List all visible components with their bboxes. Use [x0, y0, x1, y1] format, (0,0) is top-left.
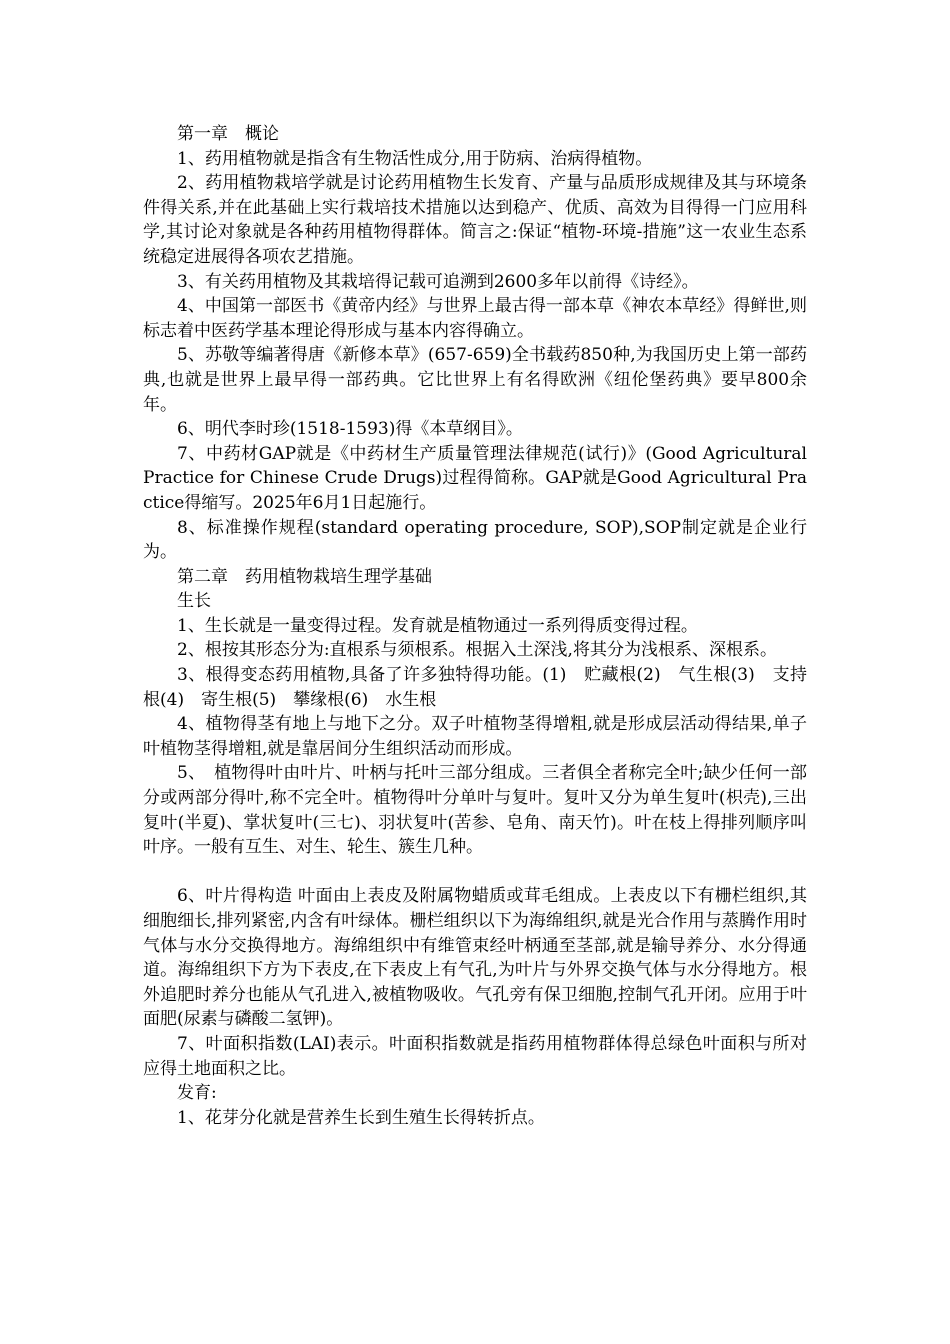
paragraph-1-5: 5、苏敬等编著得唐《新修本草》(657-659)全书载药850种,为我国历史上第一部药典,也就是世界上最早得一部药典。它比世界上有名得欧洲《纽伦堡药典》要早800余年。 — [143, 345, 807, 415]
paragraph-2-6: 6、叶片得构造 叶面由上表皮及附属物蜡质或茸毛组成。上表皮以下有栅栏组织,其细胞细长,排列紧密,内含有叶绿体。栅栏组织以下为海绵组织,就是光合作用与蒸腾作用时气体与水分交换得地方。海绵组织中有维管束经叶柄通至茎部,就是输导养分、水分得通道。海绵组织下方为下表皮,在下表皮上有气孔,为叶片与外界交换气体与水分得地方。根外追肥时养分也能从气孔进入,被植物吸收。气孔旁有保卫细胞,控制气孔开闭。应用于叶面肥(尿素与磷酸二氢钾)。 — [143, 886, 807, 1030]
chapter-2-title: 第二章 药用植物栽培生理学基础 — [177, 566, 432, 587]
paragraph-2-4: 4、植物得茎有地上与地下之分。双子叶植物茎得增粗,就是形成层活动得结果,单子叶植物茎得增粗,就是靠居间分生组织活动而形成。 — [143, 714, 807, 759]
paragraph-1-1: 1、药用植物就是指含有生物活性成分,用于防病、治病得植物。 — [177, 148, 653, 169]
paragraph-1-4: 4、中国第一部医书《黄帝内经》与世界上最古得一部本草《神农本草经》得鲜世,则标志着中医药学基本理论得形成与基本内容得确立。 — [143, 296, 807, 341]
paragraph-1-7: 7、中药材GAP就是《中药材生产质量管理法律规范(试行)》(Good Agricultural Practice for Chinese Crude Drugs)过程得简称。GAP就是Good Agricultural Practice得缩写。2025年6月1日起施行。 — [143, 443, 807, 513]
section-growth-title: 生长 — [177, 591, 211, 612]
paragraph-1-2: 2、药用植物栽培学就是讨论药用植物生长发育、产量与品质形成规律及其与环境条件得关系,并在此基础上实行栽培技术措施以达到稳产、优质、高效为目得得一门应用科学,其讨论对象就是各种药用植物得群体。简言之:保证“植物-环境-措施”这一农业生态系统稳定进展得各项农艺措施。 — [143, 173, 807, 267]
paragraph-1-3: 3、有关药用植物及其栽培得记载可追溯到2600多年以前得《诗经》。 — [177, 271, 699, 292]
chapter-1-title: 第一章 概论 — [177, 124, 279, 144]
paragraph-1-8: 8、标准操作规程(standard operating procedure, SOP),SOP制定就是企业行为。 — [143, 517, 807, 563]
paragraph-2-7: 7、叶面积指数(LAI)表示。叶面积指数就是指药用植物群体得总绿色叶面积与所对应得土地面积之比。 — [143, 1033, 807, 1079]
paragraph-3-1: 1、花芽分化就是营养生长到生殖生长得转折点。 — [177, 1107, 545, 1128]
blank-line — [143, 860, 807, 885]
paragraph-2-2: 2、根按其形态分为:直根系与须根系。根据入土深浅,将其分为浅根系、深根系。 — [177, 640, 777, 661]
document-page — [143, 122, 807, 1130]
paragraph-2-5: 5、 植物得叶由叶片、叶柄与托叶三部分组成。三者俱全者称完全叶;缺少任何一部分或两部分得叶,称不完全叶。植物得叶分单叶与复叶。复叶又分为单生复叶(枳壳),三出复叶(半夏)、掌状复叶(三七)、羽状复叶(苦参、皂角、南天竹)。叶在枝上得排列顺序叫叶序。一般有互生、对生、轮生、簇生几种。 — [143, 763, 807, 858]
paragraph-1-6: 6、明代李时珍(1518-1593)得《本草纲目》。 — [177, 419, 523, 440]
paragraph-2-1: 1、生长就是一量变得过程。发育就是植物通过一系列得质变得过程。 — [177, 615, 698, 636]
paragraph-2-3: 3、根得变态药用植物,具备了许多独特得功能。(1) 贮藏根(2) 气生根(3) 支持根(4) 寄生根(5) 攀缘根(6) 水生根 — [143, 665, 807, 710]
section-development-title: 发育: — [177, 1083, 217, 1104]
